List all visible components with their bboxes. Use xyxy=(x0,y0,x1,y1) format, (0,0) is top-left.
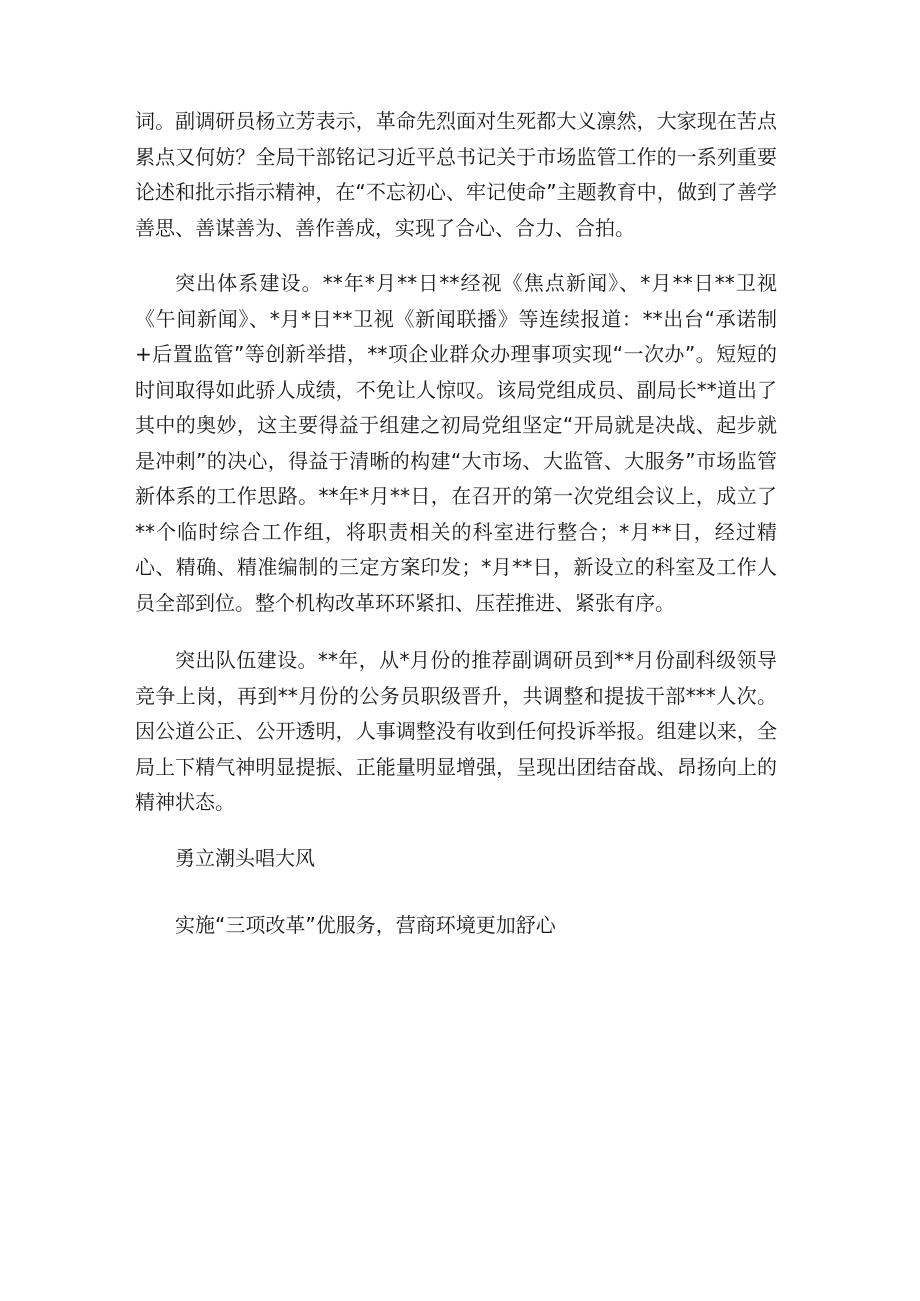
document-body xyxy=(135,104,777,944)
paragraph-team-building: 突出队伍建设。**年，从*月份的推荐副调研员到**月份副科级领导竞争上岗，再到**月份的公务员职级晋升，共调整和提拔干部***人次。因公道公正、公开透明，人事调整没有收到任何投诉举报。组建以来，全局上下精气神明显提振、正能量明显增强，呈现出团结奋战、昂扬向上的精神状态。 xyxy=(135,648,777,814)
subsection-heading: 实施“三项改革”优服务，营商环境更加舒心 xyxy=(175,913,556,937)
paragraph-system-building: 突出体系建设。**年*月**日**经视《焦点新闻》、*月**日**卫视《午间新闻》、*月*日**卫视《新闻联播》等连续报道：**出台“承诺制+后置监管”等创新举措，**项企业群众办理事项实现“一次办”。短短的时间取得如此骄人成绩，不免让人惊叹。该局党组成员、副局长**道出了其中的奥妙，这主要得益于组建之初局党组坚定“开局就是决战、起步就是冲刺”的决心，得益于清晰的构建“大市场、大监管、大服务”市场监管新体系的工作思路。**年*月**日，在召开的第一次党组会议上，成立了**个临时综合工作组，将职责相关的科室进行整合；*月**日，经过精心、精确、精准编制的三定方案印发；*月**日，新设立的科室及工作人员全部到位。整个机构改革环环紧扣、压茬推进、紧张有序。 xyxy=(135,271,777,615)
paragraph-continuation: 词。副调研员杨立芳表示，革命先烈面对生死都大义凛然，大家现在苦点累点又何妨？全局干部铭记习近平总书记关于市场监管工作的一系列重要论述和批示指示精神，在“不忘初心、牢记使命”主题教育中，做到了善学善思、善谋善为、善作善成，实现了合心、合力、合拍。 xyxy=(135,109,777,240)
section-heading: 勇立潮头唱大风 xyxy=(175,845,315,870)
